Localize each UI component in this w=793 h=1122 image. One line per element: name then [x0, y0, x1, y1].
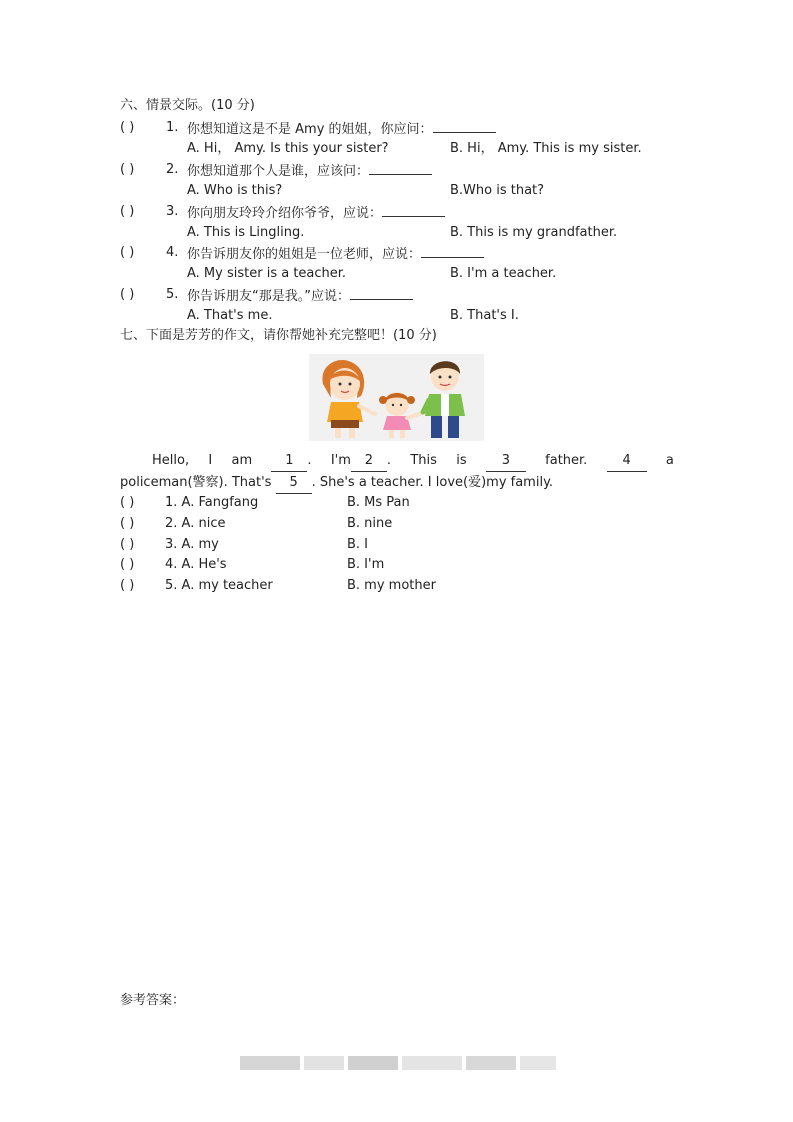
q3-number: 3.: [166, 204, 179, 219]
q2-answer-blank: [369, 161, 432, 175]
q2-prompt: 你想知道那个人是谁，应该问：: [187, 161, 432, 181]
opt1-b: B. Ms Pan: [347, 495, 410, 510]
q2-number: 2.: [166, 162, 179, 177]
q2-option-a: A. Who is this?: [187, 183, 283, 198]
opt4-paren: ( ): [120, 557, 135, 572]
family-illustration: [309, 354, 484, 441]
q4-number: 4.: [166, 245, 179, 260]
section7-title: 七、下面是芳芳的作文，请你帮她补充完整吧！(10 分): [120, 328, 437, 343]
q1-option-b: B. Hi， Amy. This is my sister.: [450, 141, 642, 156]
opt3-b: B. I: [347, 537, 369, 552]
passage-blank-5: 5: [276, 472, 312, 494]
q3-option-a: A. This is Lingling.: [187, 225, 305, 240]
opt4-a: 4. A. He's: [165, 557, 227, 572]
q2-paren: ( ): [120, 162, 135, 177]
opt4-b: B. I'm: [347, 557, 385, 572]
opt5-b: B. my mother: [347, 578, 436, 593]
passage-line-2: policeman(警察). That's 5 . She's a teacher. I love(爱)my family.: [120, 472, 674, 494]
q4-option-a: A. My sister is a teacher.: [187, 266, 347, 281]
composition-passage: [120, 450, 674, 494]
section6-title: 六、情景交际。(10 分): [120, 98, 255, 113]
passage-blank-1: 1: [271, 450, 307, 472]
q5-prompt: 你告诉朋友“那是我。”应说：: [187, 286, 413, 306]
q3-option-b: B. This is my grandfather.: [450, 225, 618, 240]
q1-prompt: 你想知道这是不是 Amy 的姐姐，你应问：: [187, 119, 496, 139]
opt5-a: 5. A. my teacher: [165, 578, 273, 593]
passage-blank-2: 2: [351, 450, 387, 472]
opt1-paren: ( ): [120, 495, 135, 510]
opt3-paren: ( ): [120, 537, 135, 552]
q5-answer-blank: [350, 286, 413, 300]
opt3-a: 3. A. my: [165, 537, 219, 552]
q4-paren: ( ): [120, 245, 135, 260]
q1-answer-blank: [433, 119, 496, 133]
answers-label: 参考答案：: [120, 993, 186, 1008]
q3-answer-blank: [382, 203, 445, 217]
opt5-paren: ( ): [120, 578, 135, 593]
q5-number: 5.: [166, 287, 179, 302]
opt2-a: 2. A. nice: [165, 516, 226, 531]
q4-answer-blank: [421, 244, 484, 258]
q1-option-a: A. Hi， Amy. Is this your sister?: [187, 141, 389, 156]
passage-line-1: Hello, I am 1 . I'm 2 . This is 3 father. 4 a: [120, 450, 674, 472]
q1-paren: ( ): [120, 120, 135, 135]
q5-option-b: B. That's I.: [450, 308, 519, 323]
passage-blank-4: 4: [607, 450, 647, 472]
q4-prompt: 你告诉朋友你的姐姐是一位老师，应说：: [187, 244, 484, 264]
opt2-paren: ( ): [120, 516, 135, 531]
q3-prompt: 你向朋友玲玲介绍你爷爷，应说：: [187, 203, 445, 223]
opt1-a: 1. A. Fangfang: [165, 495, 259, 510]
q5-paren: ( ): [120, 287, 135, 302]
q4-option-b: B. I'm a teacher.: [450, 266, 557, 281]
opt2-b: B. nine: [347, 516, 393, 531]
blurred-footer-bar: [240, 1056, 556, 1070]
q1-number: 1.: [166, 120, 179, 135]
q5-option-a: A. That's me.: [187, 308, 273, 323]
passage-blank-3: 3: [486, 450, 526, 472]
q3-paren: ( ): [120, 204, 135, 219]
q2-option-b: B.Who is that?: [450, 183, 545, 198]
